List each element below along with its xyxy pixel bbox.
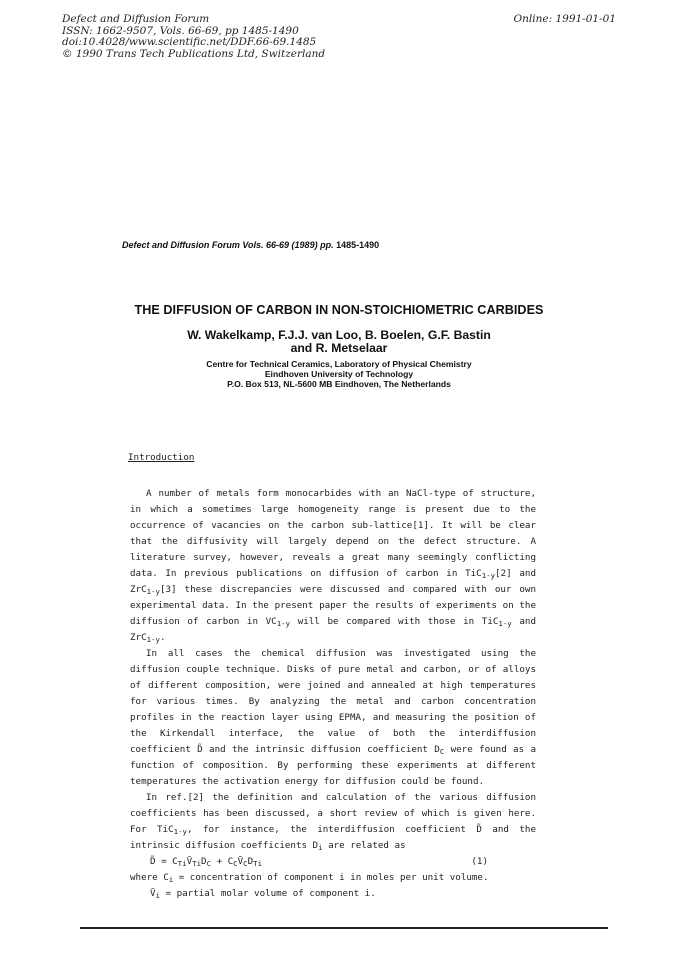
text-span: = partial molar volume of component i. — [160, 888, 376, 899]
journal-pages: 1485-1490 — [336, 240, 380, 250]
page-header-left — [62, 14, 325, 60]
equation-number: (1) — [471, 856, 488, 867]
affiliation-line-3: P.O. Box 513, NL-5600 MB Eindhoven, The Netherlands — [227, 379, 451, 390]
subscript: 1-y — [146, 635, 160, 644]
subscript: 1-y — [276, 619, 291, 628]
header-issn: ISSN: 1662-9507, Vols. 66-69, pp 1485-1490 — [62, 24, 299, 37]
text-line: of different composition, were joined and annealed at high temperatures — [130, 680, 536, 691]
text-span: = concentration of component i in moles per unit volume. — [173, 872, 489, 883]
text-span: were found as a — [444, 744, 536, 755]
text-line: diffusion couple technique. Disks of pure metal and carbon, or of alloys — [130, 664, 536, 675]
text-span: [3] these discrepancies were discussed and compared with our own — [159, 584, 536, 595]
subscript: 1-y — [498, 619, 512, 628]
affiliation-line-2: Eindhoven University of Technology — [264, 369, 414, 380]
text-line: function of composition. By performing these experiments at different — [130, 760, 536, 771]
text-line: coefficients has been discussed, a short review of which is given here. — [130, 808, 536, 819]
text-span: . — [159, 632, 166, 643]
text-line: in which a sometimes large homogeneity range is present due to the — [130, 504, 536, 515]
text-line: profiles in the reaction layer using EPMA, and measuring the position of — [130, 712, 536, 723]
header-journal: Defect and Diffusion Forum — [62, 13, 210, 25]
text-line — [130, 822, 536, 838]
text-line: that the diffusivity will largely depend on the defect structure. A — [130, 536, 536, 547]
text-line: temperatures the activation energy for diffusion could be found. — [130, 776, 485, 787]
journal-vols: Vols. 66-69 (1989) pp. — [242, 240, 334, 250]
header-copyright: © 1990 Trans Tech Publications Ltd, Switzerland — [62, 47, 326, 60]
text-line: experimental data. In the present paper the results of experiments on the — [130, 600, 536, 611]
subscript: C — [439, 747, 445, 756]
text-span: and — [511, 616, 536, 627]
text-span: coefficient D̃ and the intrinsic diffusion coefficient D — [130, 744, 440, 755]
eq-sub: Ti — [192, 859, 202, 868]
eq-sub: Ti — [253, 859, 263, 868]
eq-part: + C — [211, 856, 234, 867]
text-span: V̄ — [150, 888, 156, 899]
journal-citation-line — [122, 240, 379, 250]
subscript: 1-y — [173, 827, 187, 836]
section-heading-introduction: Introduction — [128, 452, 195, 463]
eq-sub: C — [233, 859, 238, 868]
text-span: For TiC — [130, 824, 174, 835]
text-line — [130, 566, 536, 582]
text-line — [130, 582, 536, 598]
affiliation-line-1: Centre for Technical Ceramics, Laboratory of Physical Chemistry — [206, 359, 472, 369]
text-line: A number of metals form monocarbides with an NaCl-type of structure, — [146, 488, 536, 499]
body-text — [130, 486, 536, 902]
text-span: [2] and — [495, 568, 536, 579]
eq-sub: C — [243, 859, 248, 868]
paper-title: THE DIFFUSION OF CARBON IN NON-STOICHIOMETRIC CARBIDES — [134, 303, 544, 317]
subscript: i — [318, 843, 323, 852]
eq-part: D — [247, 856, 254, 867]
subscript: i — [155, 891, 160, 900]
eq-sub: C — [206, 859, 212, 868]
text-line — [130, 742, 536, 758]
journal-name: Defect and Diffusion Forum — [122, 240, 240, 250]
text-span: will be compared with those in TiC — [290, 616, 499, 627]
text-span: where C — [130, 872, 169, 883]
subscript: 1-y — [481, 571, 496, 580]
equation-1 — [130, 854, 536, 870]
text-line: for various times. By analyzing the metal and carbon concentration — [130, 696, 536, 707]
text-span: , for instance, the interdiffusion coefficient D̃ and the — [186, 824, 536, 835]
text-line — [130, 886, 536, 902]
eq-sub: Ti — [177, 859, 187, 868]
authors — [0, 329, 678, 355]
eq-part: D̃ = C — [150, 856, 178, 867]
subscript: 1-y — [146, 587, 160, 596]
text-line — [130, 870, 536, 886]
text-line: the Kirkendall interface, the value of both the interdiffusion — [130, 728, 536, 739]
authors-line-2: and R. Metselaar — [290, 341, 388, 355]
text-line: In all cases the chemical diffusion was investigated using the — [146, 648, 536, 659]
text-span: diffusion of carbon in VC — [130, 616, 277, 627]
eq-part: V̄ — [186, 856, 193, 867]
header-doi[interactable]: doi:10.4028/www.scientific.net/DDF.66-69.1485 — [62, 36, 317, 49]
text-line — [130, 614, 536, 630]
text-span: are related as — [322, 840, 406, 851]
text-line — [130, 838, 536, 854]
eq-part: V̄ — [237, 856, 244, 867]
text-span: ZrC — [130, 584, 147, 595]
text-span: intrinsic diffusion coefficients D — [130, 840, 319, 851]
footer-rule — [80, 927, 608, 929]
text-span: data. In previous publications on diffusion of carbon in TiC — [130, 568, 482, 579]
affiliation — [0, 359, 678, 390]
eq-part: D — [201, 856, 207, 867]
text-line: occurrence of vacancies on the carbon sub-lattice[1]. It will be clear — [130, 520, 536, 531]
text-line — [130, 630, 536, 646]
text-line: In ref.[2] the definition and calculation of the various diffusion — [146, 792, 536, 803]
text-span: ZrC — [130, 632, 147, 643]
subscript: i — [168, 875, 174, 884]
header-online-date: Online: 1991-01-01 — [513, 13, 616, 25]
text-line: literature survey, however, reveals a great many seemingly conflicting — [130, 552, 536, 563]
authors-line-1: W. Wakelkamp, F.J.J. van Loo, B. Boelen, G.F. Bastin — [187, 328, 491, 342]
